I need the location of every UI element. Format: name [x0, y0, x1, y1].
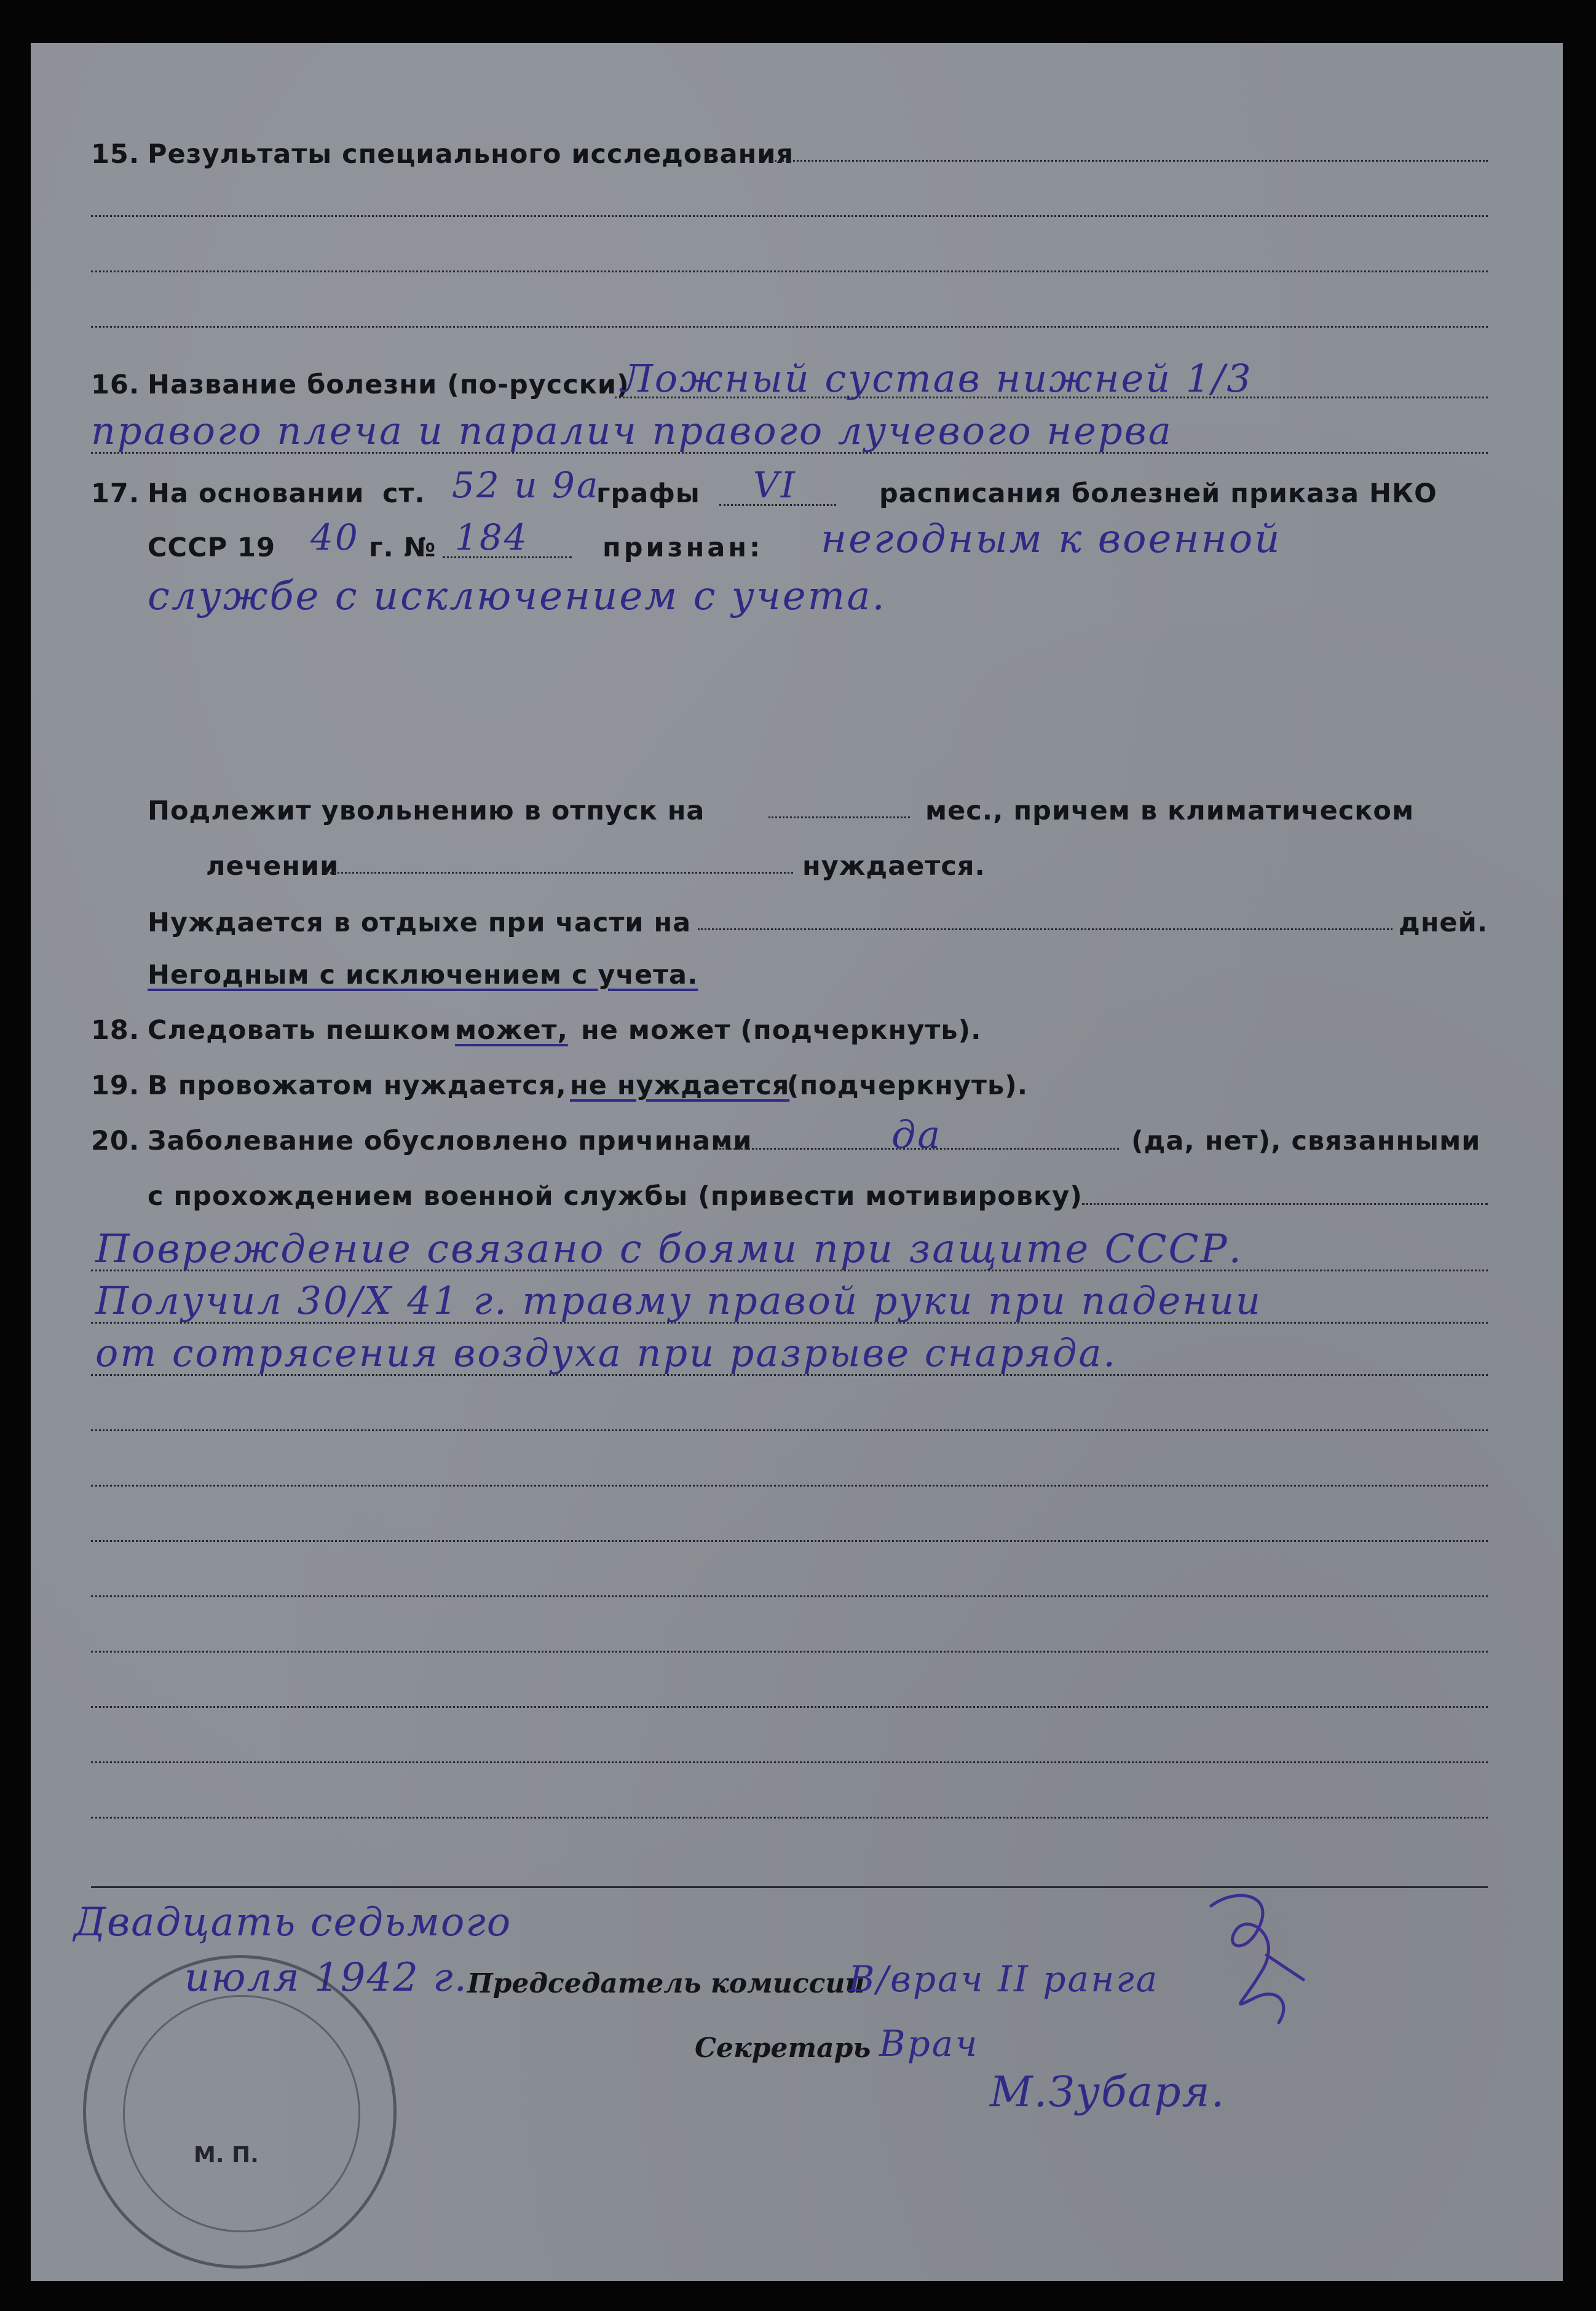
- item-19-option-a: не нуждается: [570, 1070, 790, 1101]
- blank-line: [91, 1595, 1488, 1597]
- round-stamp-icon: [83, 1955, 397, 2269]
- item-16-label: Название болезни (по-русски): [148, 369, 630, 400]
- item-15-number: 15.: [91, 139, 140, 170]
- leave-label-d: нуждается.: [802, 851, 986, 882]
- order-dotted-line: [443, 556, 572, 558]
- secretary-label: Секретарь: [695, 2032, 871, 2064]
- blank-line: [91, 1322, 1488, 1324]
- year-value: 40: [310, 516, 360, 558]
- item-15-dotted-line: [772, 160, 1488, 162]
- blank-line: [91, 1485, 1488, 1487]
- order-value: 184: [455, 516, 529, 558]
- leave-label-c: лечении: [206, 851, 339, 882]
- item-17-label-st: ст.: [382, 478, 425, 509]
- blank-line: [91, 326, 1488, 328]
- item-20-dotted-line: [1082, 1203, 1488, 1205]
- chairman-label: Председатель комиссии: [467, 1968, 865, 1999]
- chairman-title: В/врач II ранга: [848, 1958, 1159, 2000]
- verdict-line-2: службе с исключением с учета.: [148, 574, 887, 619]
- leave-months-dotted-line: [768, 816, 910, 818]
- item-16-dotted-line: [615, 397, 1488, 398]
- item-18-prefix: Следовать пешком: [148, 1015, 452, 1046]
- item-20-label-b: (да, нет), связанными: [1131, 1126, 1481, 1156]
- diagnosis-line-2: правого плеча и паралич правого лучевого нерва: [91, 408, 1173, 453]
- item-20-answer: да: [891, 1112, 942, 1157]
- secretary-signature: М.Зубаря.: [990, 2068, 1226, 2117]
- date-line-2: июля 1942 г.: [184, 1955, 468, 2001]
- reason-line-1: Повреждение связано с боями при защите СССР.: [95, 1227, 1243, 1272]
- blank-line: [91, 452, 1488, 454]
- leave-label-b: мес., причем в климатическом: [925, 796, 1415, 826]
- item-17-label-g-no: г. №: [369, 532, 437, 563]
- item-17-label-grafy: графы: [596, 478, 700, 509]
- item-17-label-b: расписания болезней приказа НКО: [879, 478, 1437, 509]
- blank-line: [91, 1651, 1488, 1653]
- item-18-option-a: может,: [455, 1015, 568, 1046]
- item-20-label-a: Заболевание обусловлено причинами: [148, 1126, 753, 1156]
- blank-line: [91, 1429, 1488, 1431]
- rest-days-dotted-line: [698, 928, 1393, 930]
- stamp-mp-label: М. П.: [194, 2143, 259, 2168]
- item-18-option-b: не может (подчеркнуть).: [581, 1015, 982, 1046]
- typed-verdict: Негодным с исключением с учета.: [148, 960, 698, 990]
- item-17-label-priznan: признан:: [602, 532, 764, 563]
- item-20-label-c: с прохождением военной службы (привести мотивировку): [148, 1181, 1083, 1212]
- stamp-inner-ring: [123, 1995, 360, 2232]
- article-value: 52 и 9а: [452, 464, 600, 506]
- blank-line: [91, 271, 1488, 272]
- leave-climate-dotted-line: [326, 872, 793, 874]
- secretary-title: Врач: [879, 2023, 979, 2064]
- rest-label: Нуждается в отдыхе при части на: [148, 907, 692, 938]
- date-line-1: Двадцать седьмого: [74, 1900, 512, 1945]
- blank-line: [91, 1270, 1488, 1271]
- rest-days-label: дней.: [1399, 907, 1488, 938]
- blank-line: [91, 1817, 1488, 1819]
- item-18-number: 18.: [91, 1015, 140, 1046]
- item-17-label-a: На основании: [148, 478, 365, 509]
- blank-line: [91, 1761, 1488, 1763]
- reason-line-3: от сотрясения воздуха при разрыве снаряда.: [95, 1330, 1118, 1375]
- blank-line: [91, 1706, 1488, 1708]
- item-19-prefix: В провожатом нуждается,: [148, 1070, 567, 1101]
- blank-line: [91, 1374, 1488, 1376]
- blank-line: [91, 1540, 1488, 1542]
- graph-value: VI: [753, 464, 797, 506]
- verdict-line-1: негодным к военной: [821, 516, 1282, 562]
- graph-dotted-line: [719, 504, 836, 506]
- item-19-suffix: (подчеркнуть).: [787, 1070, 1029, 1101]
- item-17-label-ussr-year: СССР 19: [148, 532, 275, 563]
- item-20-number: 20.: [91, 1126, 140, 1156]
- item-17-number: 17.: [91, 478, 140, 509]
- item-15-label: Результаты специального исследования: [148, 139, 794, 170]
- blank-line: [91, 215, 1488, 217]
- chairman-signature-icon: [1187, 1881, 1328, 2041]
- diagnosis-line-1: Ложный сустав нижней 1/3: [621, 356, 1253, 401]
- leave-label-a: Подлежит увольнению в отпуск на: [148, 796, 705, 826]
- reason-line-2: Получил 30/X 41 г. травму правой руки при падении: [95, 1278, 1262, 1323]
- item-16-number: 16.: [91, 369, 140, 400]
- item-19-number: 19.: [91, 1070, 140, 1101]
- document-page: [31, 43, 1563, 2281]
